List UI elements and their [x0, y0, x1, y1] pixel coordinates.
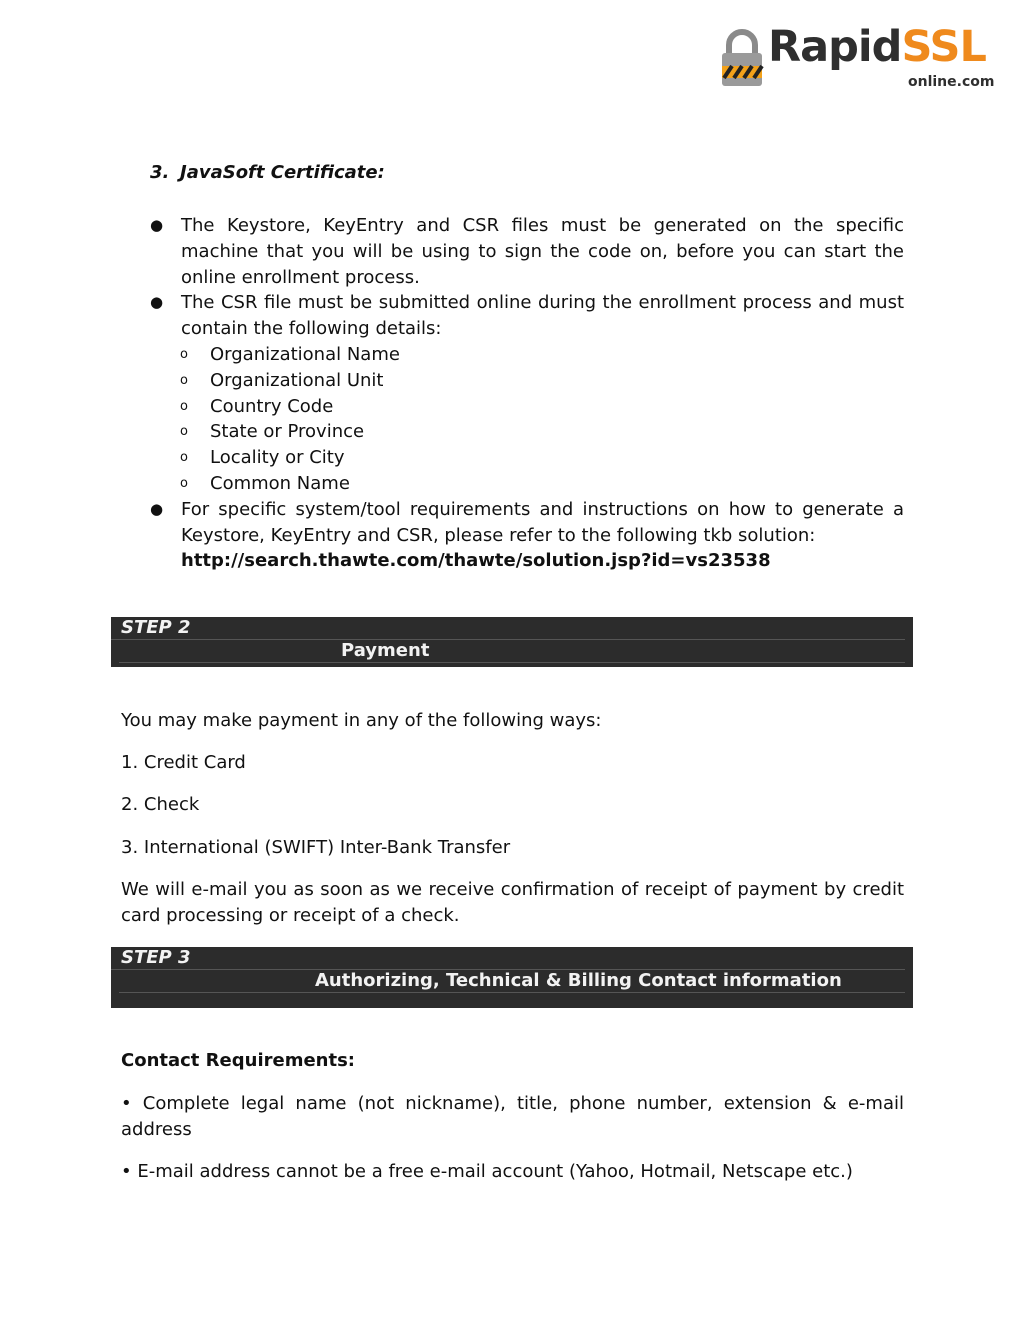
details-sublist-container	[150, 342, 904, 497]
sublist-item	[150, 342, 904, 368]
sublist-text: Country Code	[210, 395, 334, 417]
section-heading	[150, 162, 385, 183]
requirements-list	[150, 213, 904, 574]
bullet-text: For specific system/tool requirements and instructions on how to generate a Keystore, KeyEntry and CSR, please refer to the following tkb solution:	[181, 498, 904, 546]
sublist-item	[150, 419, 904, 445]
section-number: 3.	[150, 162, 170, 183]
circle-bullet-icon: o	[180, 398, 188, 414]
bullet-text: The Keystore, KeyEntry and CSR files must be generated on the specific machine that you will be using to sign the code on, before you can start the online enrollment process.	[181, 215, 904, 288]
contact-requirement: • Complete legal name (not nickname), title, phone number, extension & e-mail address	[121, 1093, 904, 1140]
step2-label: STEP 2	[111, 617, 905, 640]
circle-bullet-icon: o	[180, 346, 188, 362]
rapidssl-logo	[718, 24, 1008, 94]
bullet-icon: ●	[150, 293, 164, 312]
payment-option-check: 2. Check	[121, 794, 200, 815]
sublist-text: State or Province	[210, 421, 365, 443]
step3-label: STEP 3	[111, 947, 905, 970]
sublist-text: Locality or City	[210, 447, 345, 469]
circle-bullet-icon: o	[180, 372, 188, 388]
contact-requirement: • E-mail address cannot be a free e-mail account (Yahoo, Hotmail, Netscape etc.)	[121, 1161, 853, 1182]
tkb-solution-link[interactable]: http://search.thawte.com/thawte/solution.jsp?id=vs23538	[181, 550, 771, 572]
sublist-item	[150, 445, 904, 471]
logo-subtext: online.com	[908, 74, 995, 90]
logo-word-rapid: Rapid	[768, 22, 902, 72]
list-item	[150, 497, 904, 574]
padlock-icon	[718, 28, 766, 88]
step2-bar	[111, 617, 913, 667]
sublist-item	[150, 471, 904, 497]
section-title: JavaSoft Certificate:	[180, 162, 385, 183]
bullet-text: The CSR file must be submitted online during the enrollment process and must contain the following details:	[181, 292, 904, 340]
logo-wordmark	[768, 22, 986, 72]
payment-note: We will e-mail you as soon as we receive confirmation of receipt of payment by credit card processing or receipt of a check.	[121, 879, 904, 926]
list-item	[150, 213, 904, 290]
contact-heading: Contact Requirements:	[121, 1050, 355, 1071]
payment-option-swift: 3. International (SWIFT) Inter-Bank Transfer	[121, 837, 511, 858]
sublist-item	[150, 368, 904, 394]
step3-bar	[111, 947, 913, 1008]
bullet-icon: ●	[150, 216, 164, 234]
step2-title-row	[119, 640, 905, 663]
sublist-text: Organizational Unit	[210, 369, 384, 391]
step2-title: Payment	[341, 640, 430, 661]
sublist-text: Organizational Name	[210, 343, 400, 365]
details-sublist	[150, 342, 904, 497]
bullet-icon: ●	[150, 499, 164, 518]
circle-bullet-icon: o	[180, 475, 188, 491]
circle-bullet-icon: o	[180, 450, 188, 466]
circle-bullet-icon: o	[180, 424, 188, 440]
step3-title-row	[119, 970, 905, 993]
payment-option-credit-card: 1. Credit Card	[121, 752, 246, 773]
logo-word-ssl: SSL	[901, 22, 986, 72]
list-item	[150, 290, 904, 342]
sublist-item	[150, 394, 904, 420]
sublist-text: Common Name	[210, 472, 350, 494]
payment-intro: You may make payment in any of the following ways:	[121, 710, 602, 731]
step3-title: Authorizing, Technical & Billing Contact information	[315, 970, 842, 991]
